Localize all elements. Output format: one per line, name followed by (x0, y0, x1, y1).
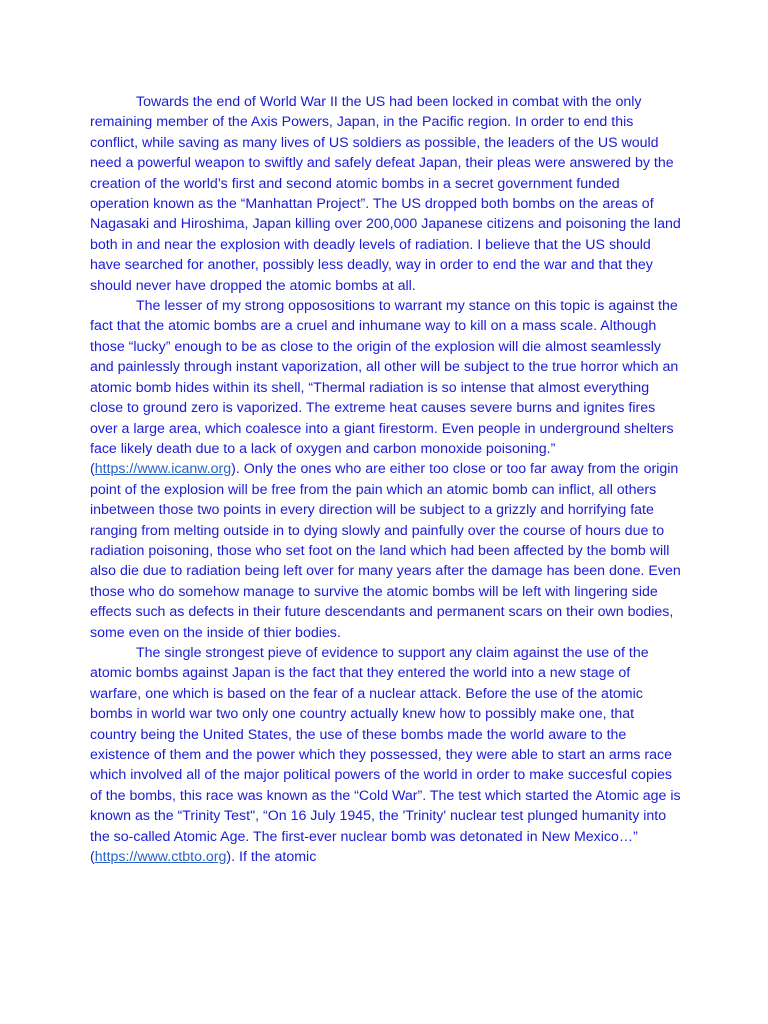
paragraph-inhumane-argument (90, 296, 682, 643)
icanw-link[interactable]: https://www.icanw.org (94, 461, 232, 478)
paragraph-text: The single strongest pieve of evidence to support any claim against the use of the atomic bombs against Japan is the fact that they entered the world into a new stage of warfare, one which is based on the fear of a nuclear attack. Before the use of the atomic bombs in world war two only one country actually knew how to possibly make one, that country being the United States, the use of these bombs made the world aware to the existence of them and the power which they possessed, they were able to start an arms race which involved all of the major political powers of the world in order to make succesful copies of the bombs, this race was known as the “Cold War”. The test which started the Atomic age is known as the “Trinity Test", “On 16 July 1945, the 'Trinity' nuclear test plunged humanity into the so-called Atomic Age. The first-ever nuclear bomb was detonated in New Mexico…” ( (90, 644, 681, 866)
paragraph-text: ). If the atomic (226, 849, 317, 866)
paragraph-text: The lesser of my strong opposositions to warrant my stance on this topic is against the fact that the atomic bombs are a cruel and inhumane way to kill on a mass scale. Although those “lucky” enough to be as close to the origin of the explosion will die almost seamlessly and painlessly through instant vaporization, all other will be subject to the true horror which an atomic bomb hides within its shell, “Thermal radiation is so intense that almost everything close to ground zero is vaporized. The extreme heat causes severe burns and ignites fires over a large area, which coalesce into a giant firestorm. Even people in underground shelters face likely death due to a lack of oxygen and carbon monoxide poisoning.” ( (90, 298, 679, 478)
paragraph-nuclear-age-argument (90, 643, 682, 867)
paragraph-intro: Towards the end of World War II the US had been locked in combat with the only remaining member of the Axis Powers, Japan, in the Pacific region. In order to end this conflict, while saving as many lives of US soldiers as possible, the leaders of the US would need a powerful weapon to swiftly and safely defeat Japan, their pleas were answered by the creation of the world’s first and second atomic bombs in a secret government funded operation known as the “Manhattan Project”. The US dropped both bombs on the areas of Nagasaki and Hiroshima, Japan killing over 200,000 Japanese citizens and poisoning the land both in and near the explosion with deadly levels of radiation. I believe that the US should have searched for another, possibly less deadly, way in order to end the war and that they should never have dropped the atomic bombs at all. (90, 94, 681, 294)
paragraph-text: ). Only the ones who are either too close or too far away from the origin point of the explosion will be free from the pain which an atomic bomb can inflict, all others inbetween those two points in every direction will be subject to a grizzly and horrifying fate ranging from melting outside in to dying slowly and painfully over the course of hours due to radiation poisoning, those who set foot on the land which had been affected by the bomb will also die due to radiation being left over for many years after the damage has been done. Even those who do somehow manage to survive the atomic bombs will be left with lingering side effects such as defects in their future descendants and permanent scars on their own bodies, some even on the inside of thier bodies. (90, 461, 681, 641)
document-body (90, 92, 682, 867)
ctbto-link[interactable]: https://www.ctbto.org (94, 849, 227, 866)
